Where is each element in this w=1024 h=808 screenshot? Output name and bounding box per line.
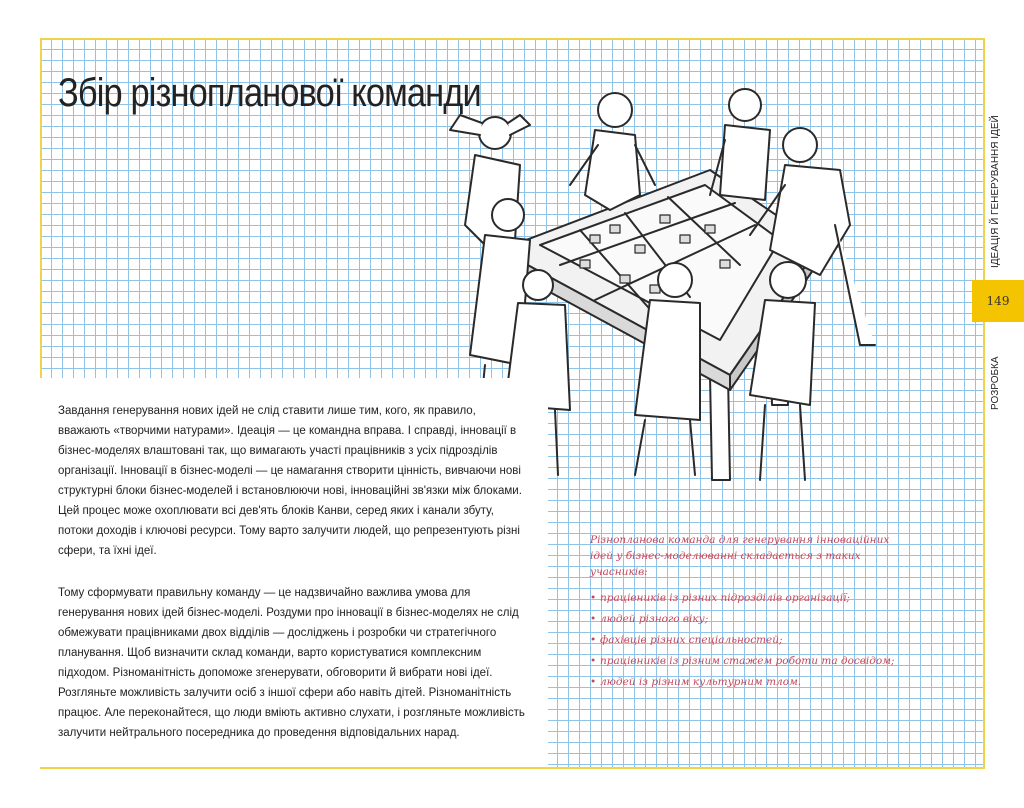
team-members-list (590, 588, 910, 693)
chapter-tab-label: РОЗРОБКА (990, 356, 1001, 410)
list-item: • людей із різним культурним тлом. (590, 672, 910, 693)
page-number-tab: 149 (972, 280, 1024, 322)
section-tab-label: ІДЕАЦІЯ Й ГЕНЕРУВАННЯ ІДЕЙ (990, 115, 1001, 268)
frame-line-left (40, 38, 42, 378)
frame-line-right (983, 38, 985, 769)
list-item: • працівників із різних підрозділів організації; (590, 588, 910, 609)
body-text (58, 401, 528, 765)
frame-line-bottom (40, 767, 984, 769)
list-item: • працівників із різним стажем роботи та досвідом; (590, 651, 910, 672)
frame-line-top (40, 38, 984, 40)
team-box-intro: Різнопланова команда для генерування інноваційних ідей у бізнес-моделюванні складається з таких учасників: (590, 534, 890, 578)
body-paragraph-2: Тому сформувати правильну команду — це надзвичайно важлива умова для генерування нових ідей бізнес-моделі. Роздуми про інновації в бізнес-моделях не слід обмежувати працівниками двох відділів — досліджень і розробки чи стратегічного планування. Щоб визначити склад команди, варто користуватися комплексним підходом. Різноманітність допоможе згенерувати, обговорити й вибрати нові ідеї. Розгляньте можливість залучити осіб з іншої сфери або навіть дітей. Різноманітність працює. Але переконайтеся, що люди вміють активно слухати, і розгляньте можливість залучити нейтрального посередника до проведення відповідальних нарад. (58, 587, 525, 739)
team-composition-box (590, 532, 910, 693)
list-item: • людей різного віку; (590, 609, 910, 630)
body-paragraph-1: Завдання генерування нових ідей не слід ставити лише тим, кого, як правило, вважають «творчими натурами». Ідеація — це командна вправа. І справді, інновації в бізнес-моделях влаштовані так, що вимагають участі працівників з усіх підрозділів організації. Інновації в бізнес-моделі — це намагання створити цінність, вивчаючи нові структурні блоки бізнес-моделей і встановлюючи нові, інноваційні зв'язки між блоками. Цей процес може охоплювати всі дев'ять блоків Канви, серед яких і канали збуту, потоки доходів і ключові ресурси. Тому варто залучити людей, що репрезентують різні сфери, та їхні ідеї. (58, 405, 522, 557)
page-title: Збір різнопланової команди (58, 70, 481, 115)
list-item: • фахівців різних спеціальностей; (590, 630, 910, 651)
